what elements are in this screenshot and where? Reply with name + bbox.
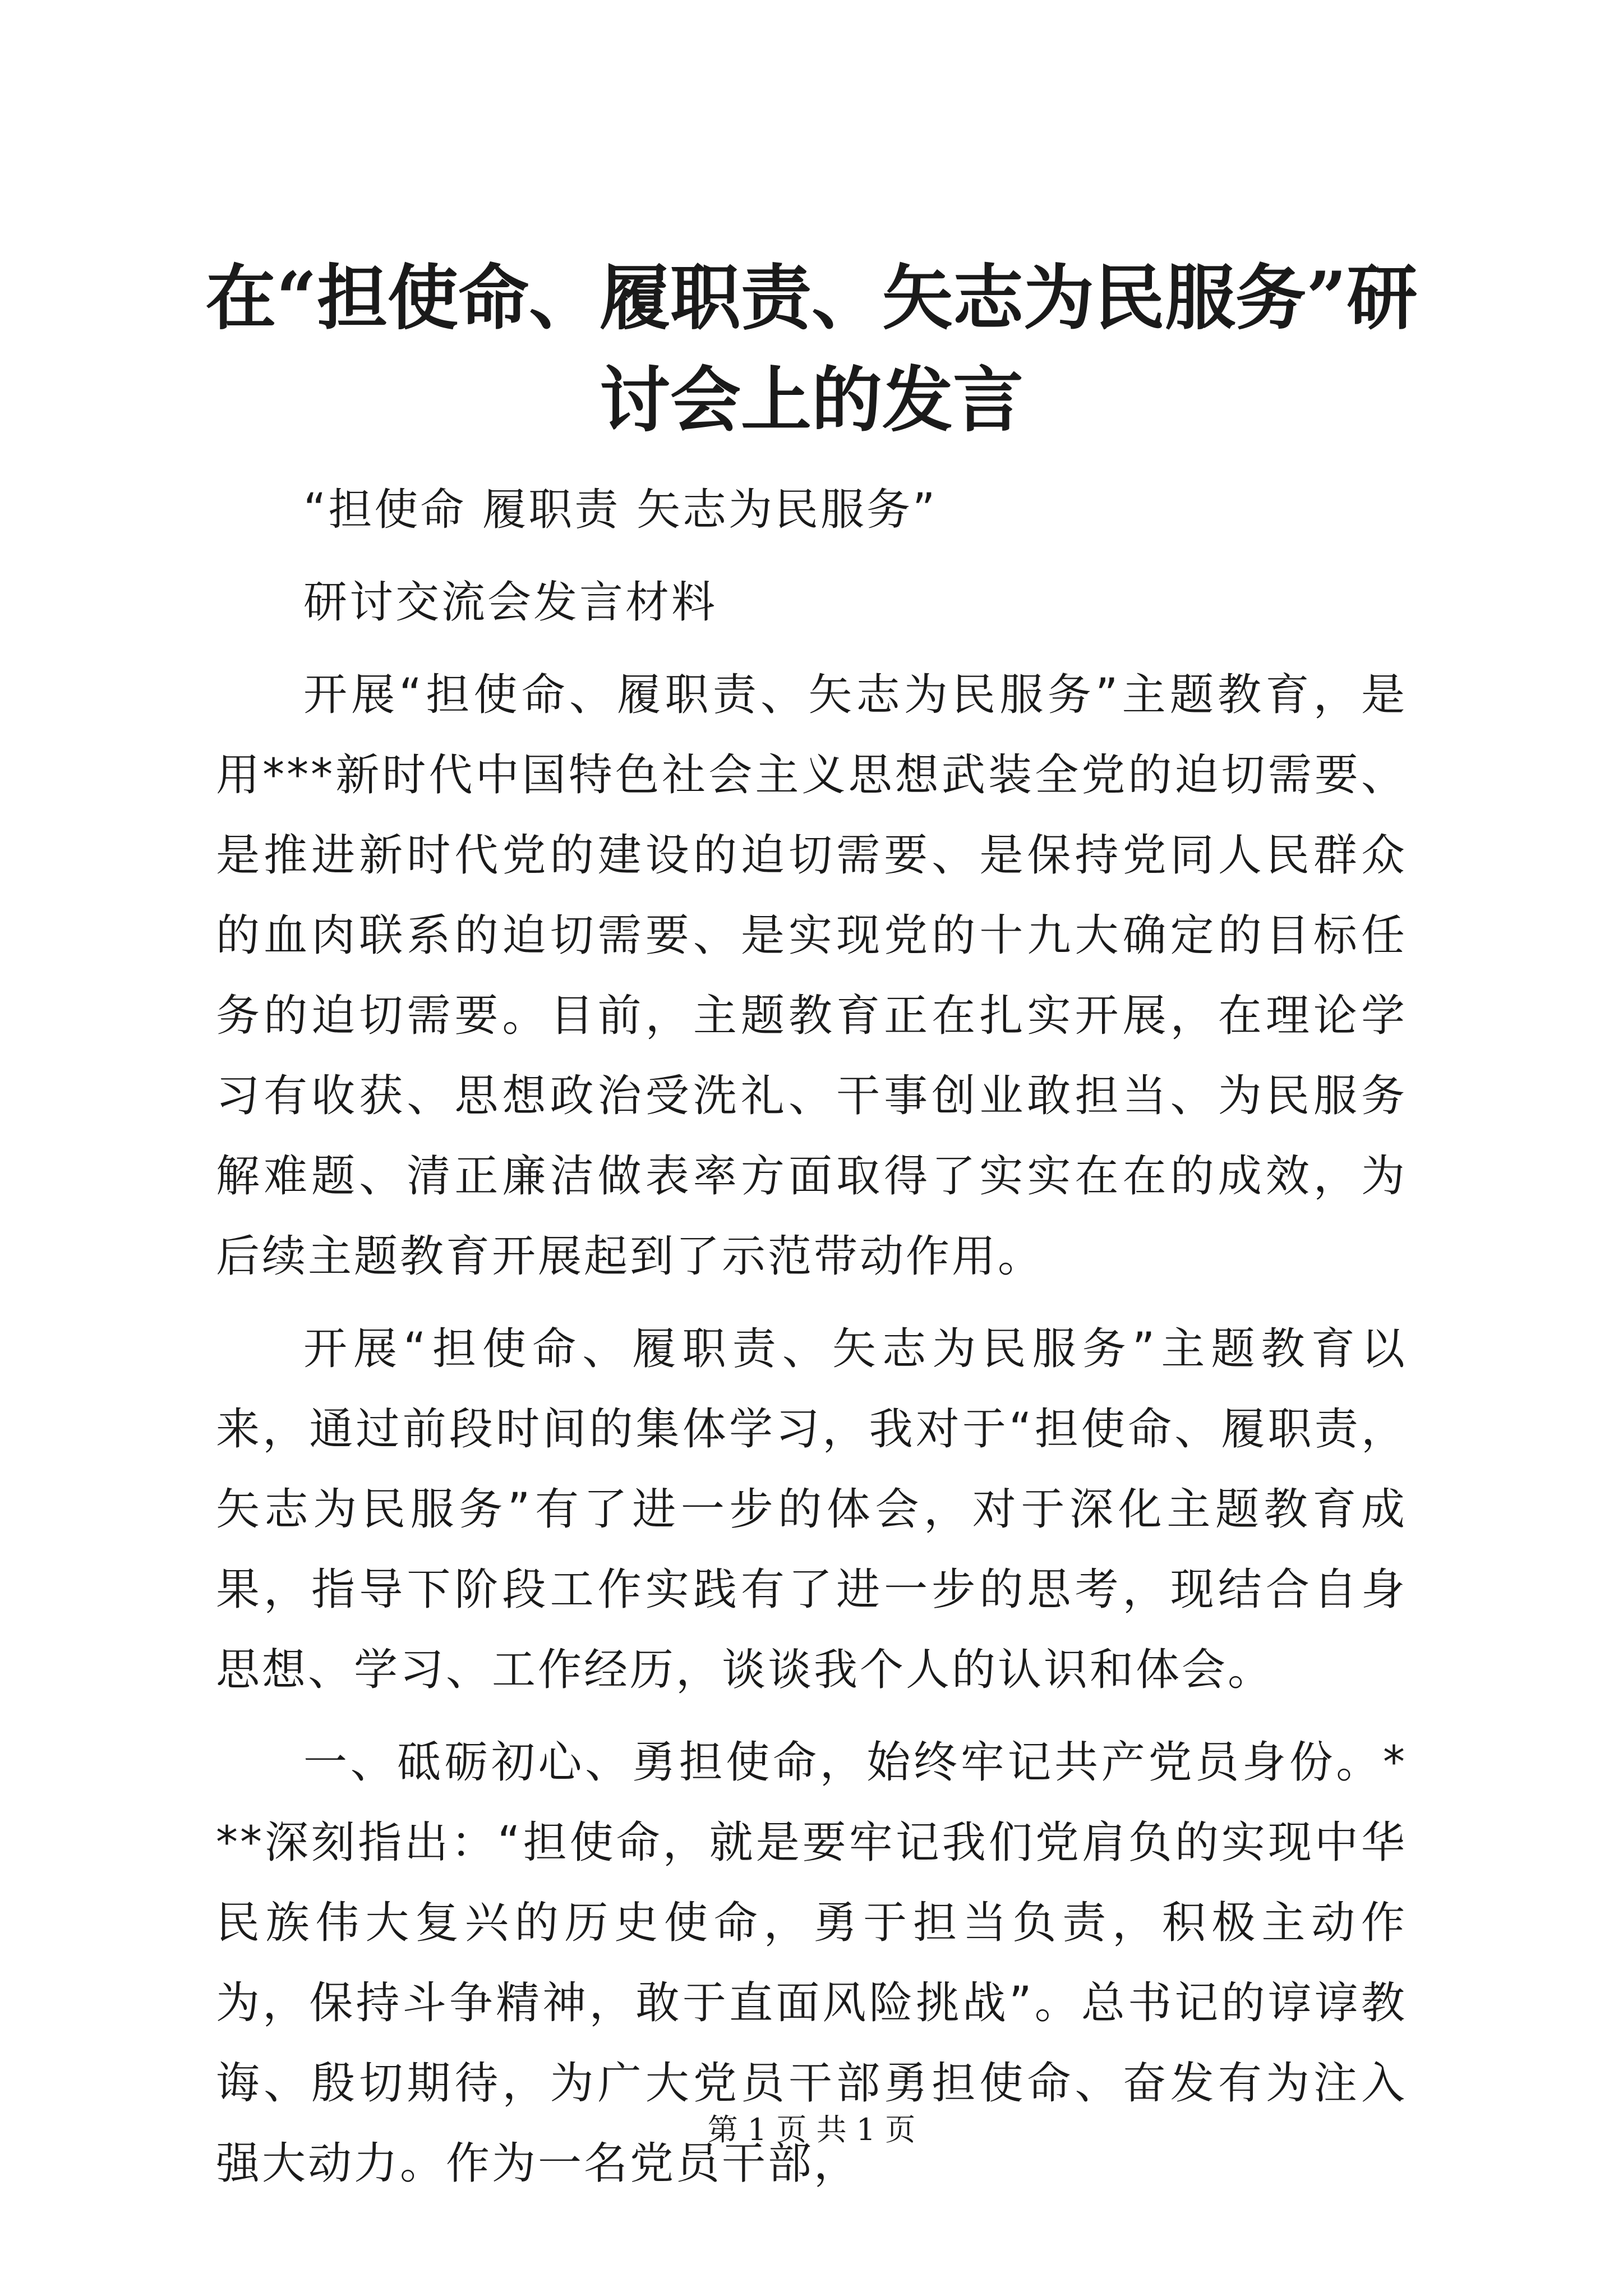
document-title: 在“担使命、履职责、矢志为民服务”研讨会上的发言: [205, 256, 1418, 441]
subtitle-line-2: 研讨交流会发言材料: [303, 577, 718, 628]
page-footer: 第 1 页 共 1 页: [707, 2112, 916, 2147]
body-paragraph-1: 开展“担使命、履职责、矢志为民服务”主题教育，是用***新时代中国特色社会主义思想武装全党的迫切需要、是推进新时代党的建设的迫切需要、是保持党同人民群众的血肉联系的迫切需要、是实现党的十九大确定的目标任务的迫切需要。目前，主题教育正在扎实开展，在理论学习有收获、思想政治受洗礼、干事创业敢担当、为民服务解难题、清正廉洁做表率方面取得了实实在在的成效，为后续主题教育开展起到了示范带动作用。: [216, 670, 1407, 1282]
subtitle-line-1: “担使命 履职责 矢志为民服务”: [303, 485, 938, 535]
document-body: [216, 470, 1407, 2204]
body-paragraph-2: 开展“担使命、履职责、矢志为民服务”主题教育以来，通过前段时间的集体学习，我对于“担使命、履职责，矢志为民服务”有了进一步的体会，对于深化主题教育成果，指导下阶段工作实践有了进一步的思考，现结合自身思想、学习、工作经历，谈谈我个人的认识和体会。: [216, 1324, 1407, 1695]
body-paragraph-3: 一、砥砺初心、勇担使命，始终牢记共产党员身份。***深刻指出：“担使命，就是要牢记我们党肩负的实现中华民族伟大复兴的历史使命，勇于担当负责，积极主动作为，保持斗争精神，敢于直面风险挑战”。总书记的谆谆教诲、殷切期待，为广大党员干部勇担使命、奋发有为注入强大动力。作为一名党员干部，: [216, 1737, 1407, 2189]
